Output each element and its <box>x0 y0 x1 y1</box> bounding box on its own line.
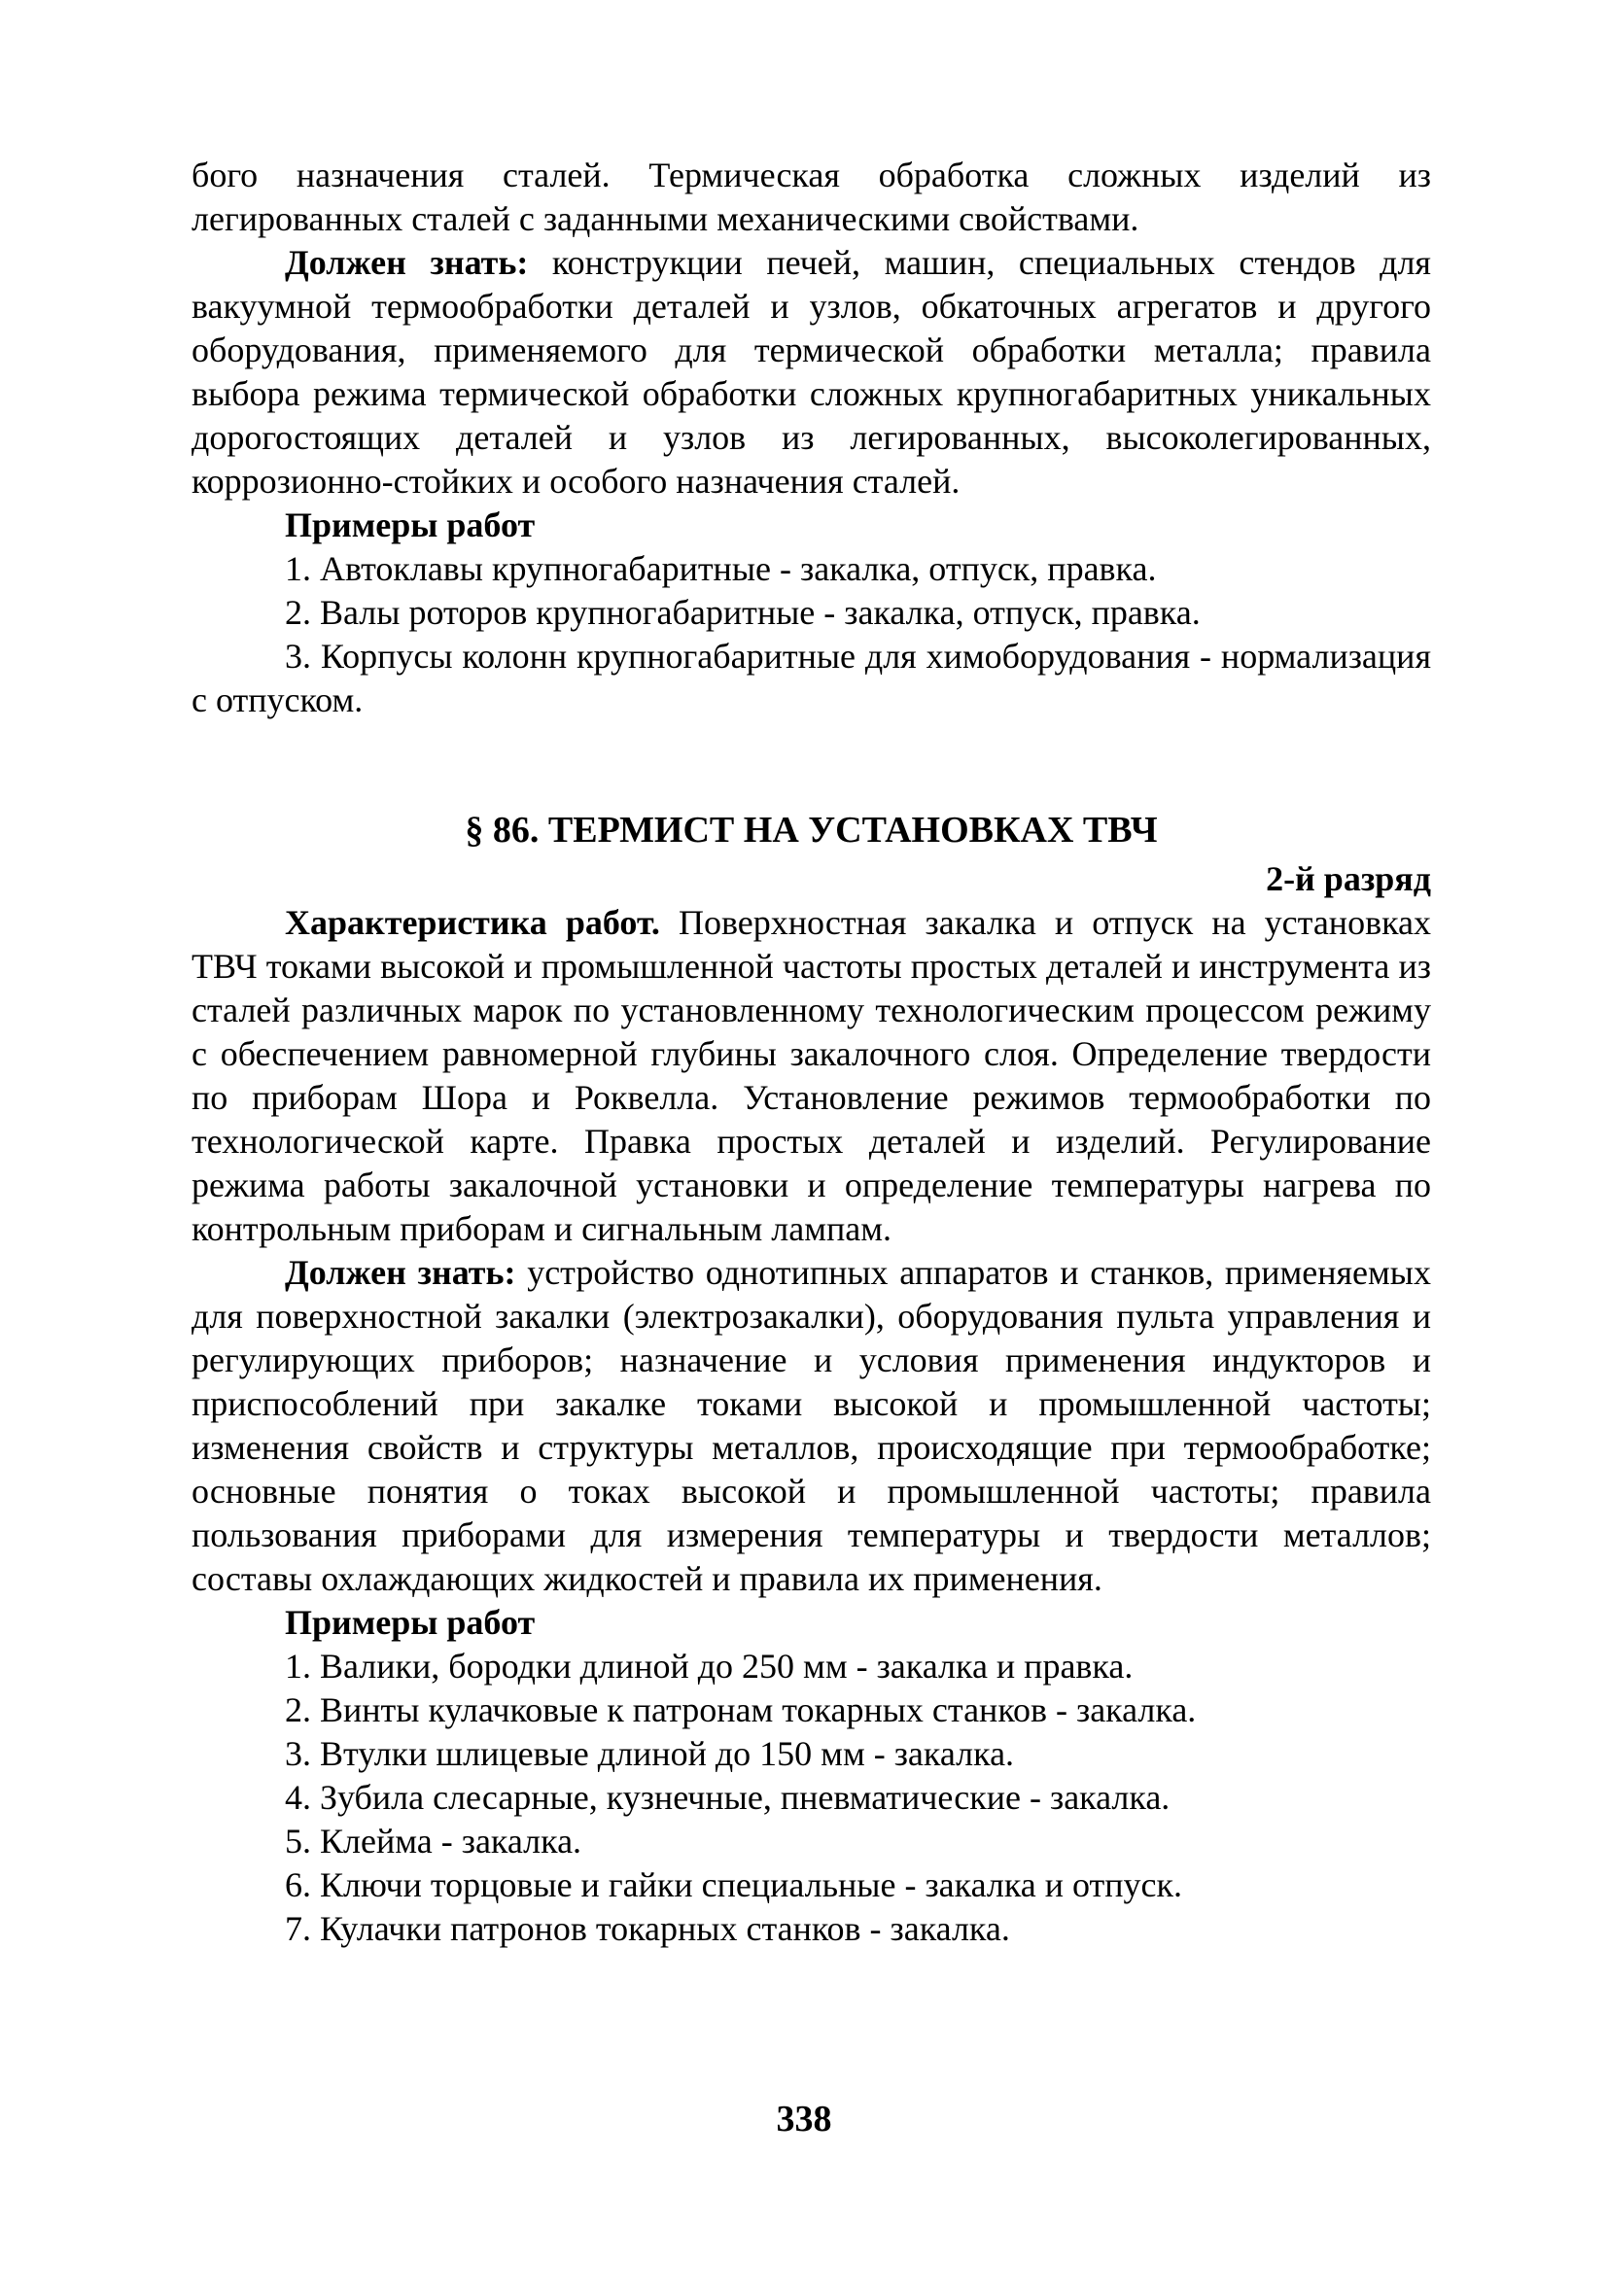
example-item: 3. Корпусы колонн крупногабаритные для химоборудования - нормализация с отпуском. <box>192 637 1431 719</box>
example-item: 5. Клейма - закалка. <box>285 1822 582 1861</box>
example-item: 4. Зубила слесарные, кузнечные, пневматические - закалка. <box>285 1778 1171 1817</box>
page-number: 338 <box>776 2099 832 2139</box>
must-know-label: Должен знать: <box>285 243 529 282</box>
section-title: § 86. ТЕРМИСТ НА УСТАНОВКАХ ТВЧ <box>465 810 1158 851</box>
example-item: 1. Валики, бородки длиной до 250 мм - закалка и правка. <box>285 1647 1134 1686</box>
characteristics-label: Характеристика работ. <box>285 903 660 942</box>
top-block <box>192 154 1431 722</box>
must-know-text: конструкции печей, машин, специальных стендов для вакуумной термообработки деталей и узлов, обкаточных агрегатов и другого оборудования, применяемого для термической обработки металла; правила выбора режима термической обработки сложных крупногабаритных уникальных дорогостоящих деталей и узлов из легированных, высоколегированных, коррозионно-стойких и особого назначения сталей. <box>192 243 1431 501</box>
examples-heading: Примеры работ <box>285 505 536 544</box>
example-item: 2. Валы роторов крупногабаритные - закалка, отпуск, правка. <box>285 593 1201 632</box>
rank-label: 2-й разряд <box>1266 859 1431 898</box>
example-item: 2. Винты кулачковые к патронам токарных станков - закалка. <box>285 1690 1197 1729</box>
must-know-paragraph <box>192 1251 1431 1601</box>
must-know-paragraph <box>192 241 1431 504</box>
characteristics-paragraph <box>192 901 1431 1251</box>
examples-heading: Примеры работ <box>285 1603 536 1642</box>
example-item: 1. Автоклавы крупногабаритные - закалка, отпуск, правка. <box>285 549 1157 588</box>
example-item: 3. Втулки шлицевые длиной до 150 мм - закалка. <box>285 1734 1015 1773</box>
example-item: 7. Кулачки патронов токарных станков - закалка. <box>285 1909 1010 1948</box>
characteristics-text: Поверхностная закалка и отпуск на установках ТВЧ токами высокой и промышленной частоты простых деталей и инструмента из сталей различных марок по установленному технологическим процессом режиму с обеспечением равномерной глубины закалочного слоя. Определение твердости по приборам Шора и Роквелла. Установление режимов термообработки по технологической карте. Правка простых деталей и изделий. Регулирование режима работы закалочной установки и определение температуры нагрева по контрольным приборам и сигнальным лампам. <box>192 903 1431 1248</box>
example-item: 6. Ключи торцовые и гайки специальные - закалка и отпуск. <box>285 1865 1183 1904</box>
must-know-text: устройство однотипных аппаратов и станков, применяемых для поверхностной закалки (электрозакалки), оборудования пульта управления и регулирующих приборов; назначение и условия применения индукторов и приспособлений при закалке токами высокой и промышленной частоты; изменения свойств и структуры металлов, происходящие при термообработке; основные понятия о токах высокой и промышленной частоты; правила пользования приборами для измерения температуры и твердости металлов; составы охлаждающих жидкостей и правила их применения. <box>192 1253 1431 1598</box>
continuation-paragraph: бого назначения сталей. Термическая обработка сложных изделий из легированных сталей с заданными механическими свойствами. <box>192 156 1431 238</box>
section-86 <box>192 807 1431 1951</box>
must-know-label: Должен знать: <box>285 1253 516 1292</box>
